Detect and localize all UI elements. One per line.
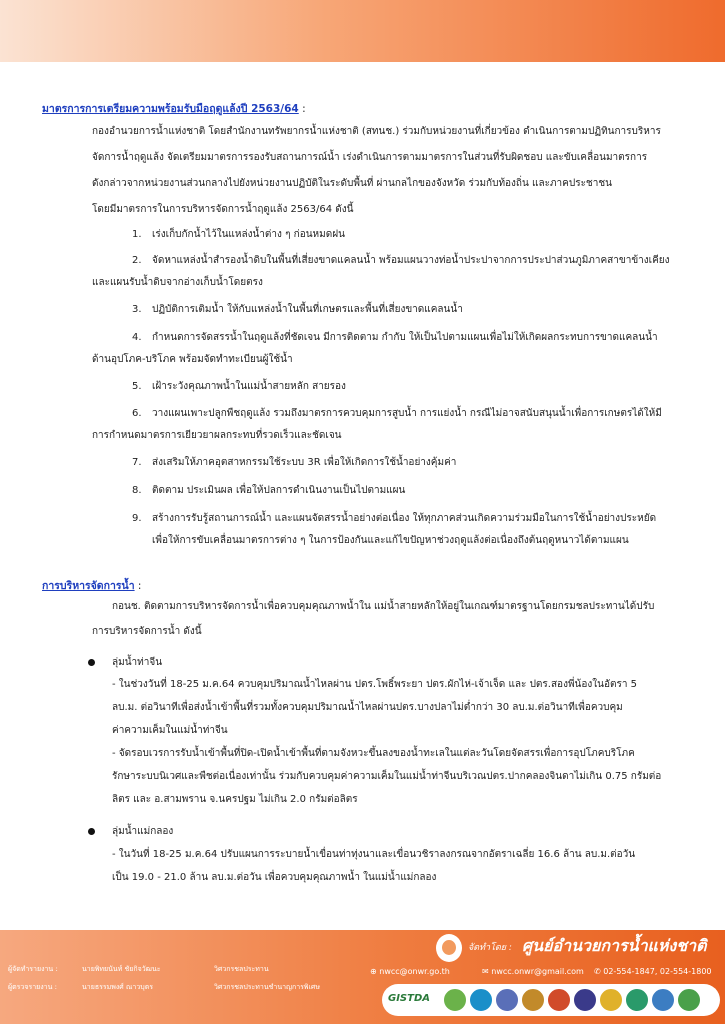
section-intro-continued: การบริหารจัดการน้ำ ดังนี้ [92,626,202,637]
list-item: 6. วางแผนเพาะปลูกพืชฤดูแล้ง รวมถึงมาตรการควบคุมการสูบน้ำ การแย่งน้ำ กรณีไม่อาจสนับสนุนน้ำเพื่อการเกษตรได้ให้มี [132,408,662,419]
globe-icon: ⊕ [370,967,377,976]
section-title: การบริหารจัดการน้ำ : [42,580,142,592]
agency-logo-icon [546,987,572,1013]
report-reviewer-org: วิศวกรชลประทานชำนาญการพิเศษ [214,983,320,991]
basin-name: ลุ่มน้ำท่าจีน [112,657,163,668]
agency-logo-icon [520,987,546,1013]
list-item: 1. เร่งเก็บกักน้ำไว้ในแหล่งน้ำต่าง ๆ ก่อนหมดฝน [132,229,345,240]
basin-line: - ในช่วงวันที่ 18-25 ม.ค.64 ควบคุมปริมาณน้ำไหลผ่าน ปตร.โพธิ์พระยา ปตร.ผักไห่-เจ้าเจ็ด และ ปตร.สองพี่น้องในอัตรา 5 [112,679,638,690]
basin-line: - ในวันที่ 18-25 ม.ค.64 ปรับแผนการระบายน้ำเขื่อนท่าทุ่งนาและเขื่อนวชิราลงกรณจากอัตราเฉลี่ย 16.6 ล้าน ลบ.ม.ต่อวัน [112,849,636,860]
section-intro: กองอำนวยการน้ำแห่งชาติ โดยสำนักงานทรัพยากรน้ำแห่งชาติ (สทนช.) ร่วมกับหน่วยงานที่เกี่ยวข้อง ดำเนินการตามปฏิทินการบริหาร จัดการน้ำฤดูแล้ง จัดเตรียมมาตรการรองรับสถานการณ์น้ำ เร่งดำเนินการตามมาตรการในส่วนที่รับผิดชอบ และขับเคลื่อนมาตรการ ดังกล่าวจากหน่วยงานส่วนกลางไปยังหน่วยงานปฏิบัติในระดับพื้นที่ ผ่านกลไกของจังหวัด ร่วมกับท้องถิ่น และภาคประชาชน โดยมีมาตรการในการบริหารจัดการน้ำฤดูแล้ง 2563/64 ดังนี้ [92,126,661,215]
gistda-logo: GISTDA [388,993,430,1004]
mail-icon: ✉ [482,967,489,976]
footer [0,930,725,1024]
footer-email: ✉ nwcc.onwr@gmail.com [482,967,584,976]
footer-brand-name: ศูนย์อำนวยการน้ำแห่งชาติ [522,936,707,955]
list-item-continued: และแผนรับน้ำดิบจากอ่างเก็บน้ำโดยตรง [92,277,263,288]
agency-logo-icon [572,987,598,1013]
list-item: 2. จัดหาแหล่งน้ำสำรองน้ำดิบในพื้นที่เสี่ยงขาดแคลนน้ำ พร้อมแผนวางท่อน้ำประปาจากการประปาส่วนภูมิภาคสาขาข้างเคียง [132,255,670,266]
footer-brand-prefix: จัดทำโดย : [468,943,512,953]
section-intro: กอนช. ติดตามการบริหารจัดการน้ำเพื่อควบคุมคุณภาพน้ำใน แม่น้ำสายหลักให้อยู่ในเกณฑ์มาตรฐานโดยกรมชลประทานได้ปรับ [112,601,655,612]
agency-logo-icon [676,987,702,1013]
basin-line: เป็น 19.0 - 21.0 ล้าน ลบ.ม.ต่อวัน เพื่อควบคุมคุณภาพน้ำ ในแม่น้ำแม่กลอง [112,872,437,883]
list-item: 5. เฝ้าระวังคุณภาพน้ำในแม่น้ำสายหลัก สายรอง [132,381,346,392]
list-item: 9. สร้างการรับรู้สถานการณ์น้ำ และแผนจัดสรรน้ำอย่างต่อเนื่อง ให้ทุกภาคส่วนเกิดความร่วมมือในการใช้น้ำอย่างประหยัด [132,513,657,524]
agency-logo-icon [494,987,520,1013]
list-item: 8. ติดตาม ประเมินผล เพื่อให้ปลการดำเนินงานเป็นไปตามแผน [132,485,406,496]
agency-logo-icon [468,987,494,1013]
agency-logo-icon [442,987,468,1013]
report-maker-org: วิศวกรชลประทาน [214,965,269,973]
agency-logo-icon [624,987,650,1013]
basin-line: ลิตร และ อ.สามพราน จ.นครปฐม ไม่เกิน 2.0 กรัมต่อลิตร [112,794,358,805]
basin-line: - จัดรอบเวรการรับน้ำเข้าพื้นที่ปิด-เปิดน้ำเข้าพื้นที่ตามจังหวะขึ้นลงของน้ำทะเลในแต่ละวันโดยจัดสรรเพื่อการอุปโภคบริโภค [112,748,635,759]
footer-phone: ✆ 02-554-1847, 02-554-1800 [594,967,712,976]
agency-logo-icon [598,987,624,1013]
basin-line: รักษาระบบนิเวศและพืชต่อเนื่องเท่านั้น ร่วมกับควบคุมค่าความเค็มในแม่น้ำท่าจีนบริเวณปตร.ปากคลองจินดาไม่เกิน 0.75 กรัมต่อ [112,771,662,782]
list-item: 3. ปฏิบัติการเติมน้ำ ให้กับแหล่งน้ำในพื้นที่เกษตรและพื้นที่เสี่ยงขาดแคลนน้ำ [132,304,463,315]
phone-icon: ✆ [594,967,601,976]
list-item-continued: การกำหนดมาตรการเยียวยาผลกระทบที่รวดเร็วและชัดเจน [92,430,342,441]
report-maker-name: นายพิทยนันท์ ชัยกิจวัฒนะ [82,965,161,973]
water-drop-logo-icon [436,934,462,962]
basin-line: ค่าความเค็มในแม่น้ำท่าจีน [112,725,228,736]
basin-name: ลุ่มน้ำแม่กลอง [112,826,174,837]
bullet-icon [88,659,95,666]
list-item: 7. ส่งเสริมให้ภาคอุตสาหกรรมใช้ระบบ 3R เพื่อให้เกิดการใช้น้ำอย่างคุ้มค่า [132,457,457,468]
list-item: 4. กำหนดการจัดสรรน้ำในฤดูแล้งที่ชัดเจน มีการติดตาม กำกับ ให้เป็นไปตามแผนเพื่อไม่ให้เกิดผลกระทบการขาดแคลนน้ำ [132,332,658,343]
report-reviewer-label: ผู้ตรวจรายงาน : [8,983,57,991]
section-title: มาตรการการเตรียมความพร้อมรับมือฤดูแล้งปี 2563/64 : [42,103,306,115]
partner-logos [382,984,722,1018]
agency-logo-icon [650,987,676,1013]
bullet-icon [88,828,95,835]
basin-line: ลบ.ม. ต่อวินาทีเพื่อส่งน้ำเข้าพื้นที่รวมทั้งควบคุมปริมาณน้ำไหลผ่านปตร.บางปลาไม่ต่ำกว่า 30 ลบ.ม.ต่อวินาทีเพื่อควบคุม [112,702,623,713]
footer-web: ⊕ nwcc@onwr.go.th [370,967,450,976]
list-item-continued: ด้านอุปโภค-บริโภค พร้อมจัดทำทะเบียนผู้ใช้น้ำ [92,354,293,365]
report-maker-label: ผู้จัดทำรายงาน : [8,965,58,973]
report-reviewer-name: นายธรรมพงศ์ ณาวบุตร [82,983,154,991]
list-item-continued: เพื่อให้การขับเคลื่อนมาตรการต่าง ๆ ในการป้องกันและแก้ไขปัญหาช่วงฤดูแล้งต่อเนื่องถึงต้นฤดูหนาวได้ตามแผน [152,535,629,546]
